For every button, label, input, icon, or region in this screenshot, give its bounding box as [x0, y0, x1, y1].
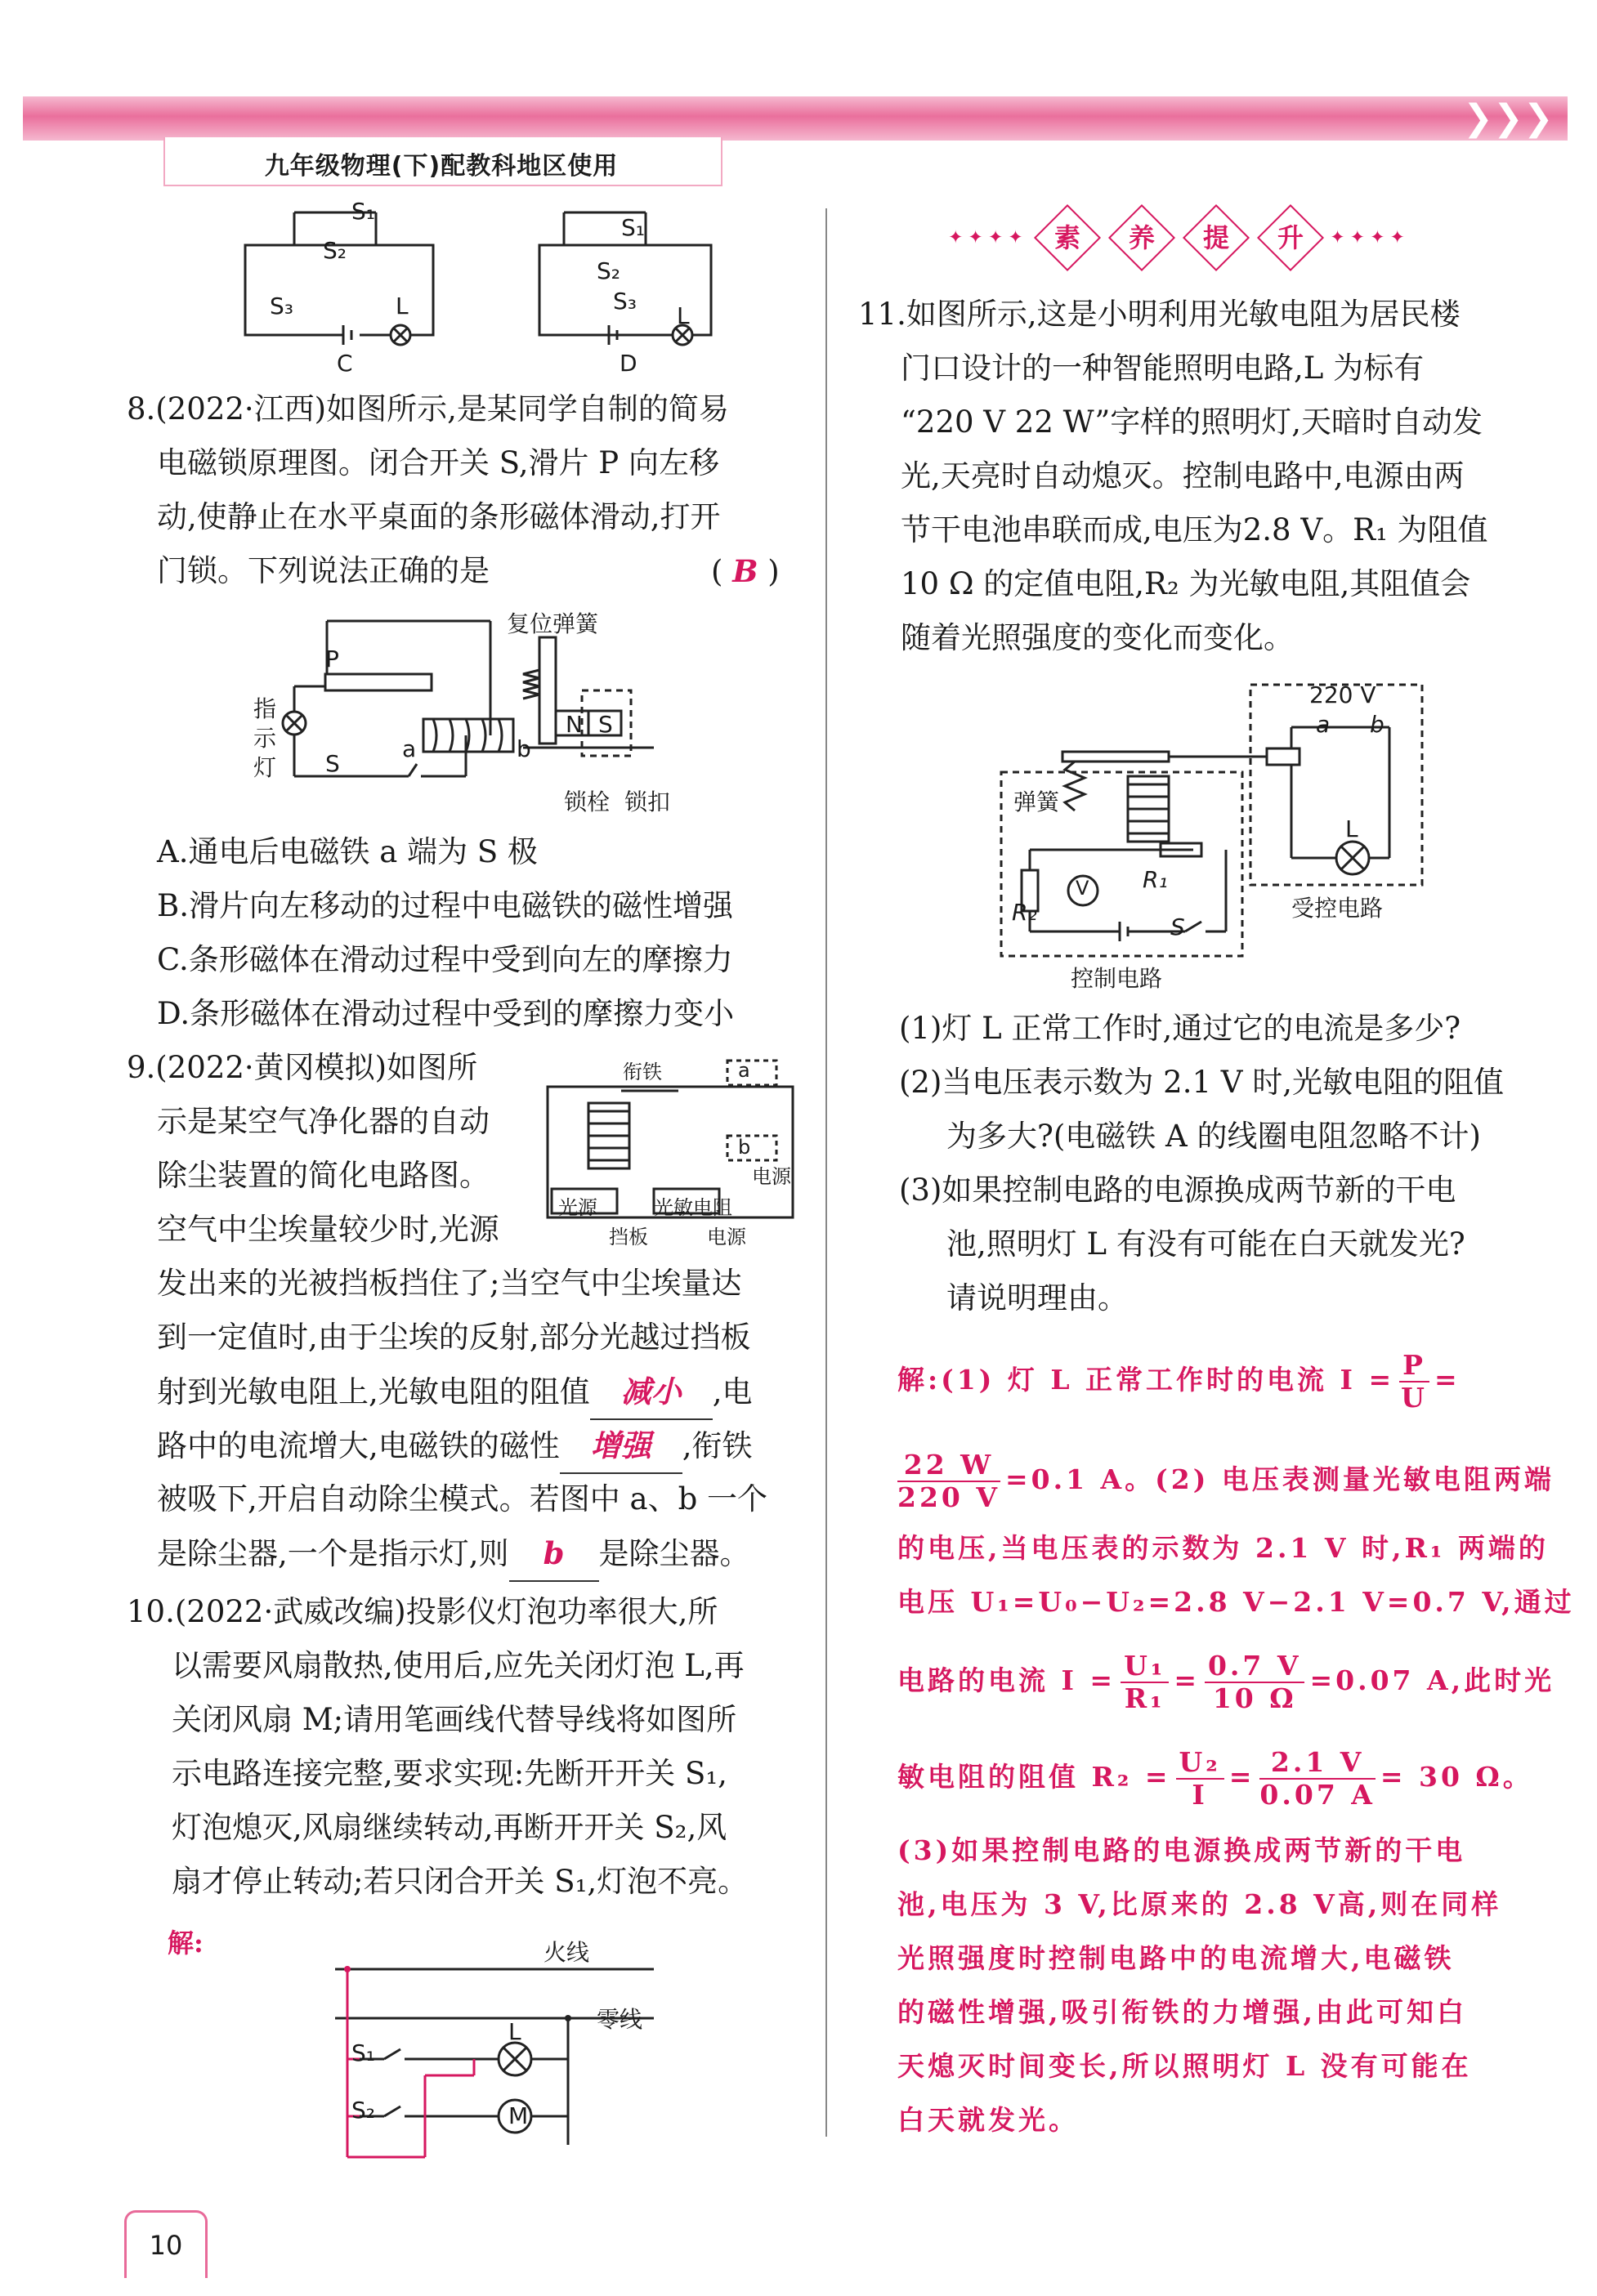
q8-fig-lamp: 指示灯 — [253, 695, 277, 781]
q11-line-2: 门口设计的一种智能照明电路,L 为标有 — [901, 351, 1425, 386]
q9-line-6: 到一定值时,由于尘埃的反射,部分光越过挡板 — [157, 1320, 751, 1355]
q9-line-2: 示是某空气净化器的自动 — [157, 1104, 490, 1139]
q9-line-5: 发出来的光被挡板挡住了;当空气中尘埃量达 — [157, 1266, 742, 1301]
q8-answer: B — [732, 553, 758, 589]
q9-line-7: 射到光敏电阻上,光敏电阻的阻值 减小 ,电 — [157, 1365, 753, 1420]
q9-fig-power-2: 电源 — [707, 1226, 746, 1249]
q11-solution-part3-2: 池,电压为 3 V,比原来的 2.8 V高,则在同样 — [897, 1888, 1502, 1920]
q11-fig-v: V — [1076, 877, 1089, 900]
q9-line-9: 被吸下,开启自动除尘模式。若图中 a、b 一个 — [157, 1481, 768, 1517]
fig-d-caption: D — [620, 350, 637, 377]
q11-question-2: (2)当电压表示数为 2.1 V 时,光敏电阻的阻值 — [899, 1065, 1505, 1100]
header-title: 九年级物理(下)配教科地区使用 — [264, 152, 619, 181]
q9-line-4: 空气中尘埃量较少时,光源 — [157, 1212, 499, 1247]
q8-option-b: B.滑片向左移动的过程中电磁铁的磁性增强 — [157, 888, 733, 923]
fig-c-s3: S₃ — [270, 293, 293, 319]
q10-fig-m: M — [508, 2102, 529, 2129]
q8-fig-s: S — [325, 750, 340, 777]
q10-line-4: 示电路连接完整,要求实现:先断开开关 S₁, — [172, 1756, 727, 1791]
banner-char-1: 素 — [1034, 204, 1101, 271]
q9-line-3: 除尘装置的简化电路图。 — [157, 1158, 490, 1193]
q8-option-d: D.条形磁体在滑动过程中受到的摩擦力变小 — [157, 996, 735, 1031]
q11-question-3-end: 请说明理由。 — [946, 1280, 1128, 1316]
q10-fig-s1: S₁ — [351, 2039, 375, 2066]
q8-line-1: 8.(2022·江西)如图所示,是某同学自制的简易 — [127, 391, 729, 427]
q10-line-6: 扇才停止转动;若只闭合开关 S₁,灯泡不亮。 — [172, 1864, 749, 1899]
q9-fig-baffle: 挡板 — [609, 1226, 648, 1249]
q9-line-1: 9.(2022·黄冈模拟)如图所 — [127, 1050, 478, 1085]
q11-fig-r2: R₂ — [1012, 899, 1037, 926]
q11-fig-spring: 弹簧 — [1013, 788, 1060, 815]
q9-line-8: 路中的电流增大,电磁铁的磁性 增强 ,衔铁 — [157, 1418, 753, 1474]
q10-fig-live: 火线 — [544, 1939, 590, 1966]
q9-fig-a: a — [738, 1059, 750, 1082]
banner-char-4: 升 — [1257, 204, 1324, 271]
q10-fig-s2: S₂ — [351, 2097, 375, 2124]
fig-d-s3: S₃ — [613, 288, 637, 315]
q10-fig-neutral: 零线 — [597, 2006, 643, 2033]
q11-question-2-cont: 为多大?(电磁铁 A 的线圈电阻忽略不计) — [946, 1119, 1481, 1154]
q11-line-7: 随着光照强度的变化而变化。 — [901, 620, 1294, 655]
q9-blank-3: b — [509, 1526, 599, 1582]
q11-fig-b: b — [1370, 711, 1385, 738]
q11-solution-part3-6: 白天就发光。 — [897, 2104, 1079, 2136]
header-band — [23, 96, 1568, 141]
q9-line-10: 是除尘器,一个是指示灯,则 b 是除尘器。 — [157, 1526, 750, 1582]
q10-line-5: 灯泡熄灭,风扇继续转动,再断开开关 S₂,风 — [172, 1810, 727, 1845]
q10-line-3: 关闭风扇 M;请用笔画线代替导线将如图所 — [172, 1702, 737, 1737]
q11-solution-part3-3: 光照强度时控制电路中的电流增大,电磁铁 — [897, 1942, 1455, 1974]
fig-c-s1: S₁ — [351, 198, 375, 225]
q8-answer-bracket: ( B ) — [711, 553, 780, 589]
q8-fig-spring: 复位弹簧 — [507, 610, 599, 637]
q11-fig-r1: R₁ — [1143, 866, 1168, 893]
q9-fig-b: b — [738, 1136, 751, 1159]
q11-line-6: 10 Ω 的定值电阻,R₂ 为光敏电阻,其阻值会 — [901, 566, 1471, 601]
q11-solution-line-6: 敏电阻的阻值 R₂ = $\frac{\text{U₂}}{I}$ = $\frac{2.1 V}{0.07 A}$ = 30 Ω。 — [897, 1746, 1533, 1811]
circuit-figures-cd — [237, 196, 744, 384]
q11-solution-part3-4: 的磁性增强,吸引衔铁的力增强,由此可知白 — [897, 1996, 1467, 2028]
q9-blank-2: 增强 — [560, 1418, 682, 1474]
q9-fig-light: 光源 — [558, 1196, 597, 1219]
column-divider — [825, 208, 827, 2137]
q11-fig-a: a — [1316, 711, 1331, 738]
q11-fig-controlled: 受控电路 — [1291, 895, 1384, 922]
q11-question-3: (3)如果控制电路的电源换成两节新的干电 — [899, 1173, 1456, 1208]
page-number: 10 — [124, 2210, 208, 2278]
q8-fig-bolt: 锁栓 — [564, 788, 611, 815]
q11-fig-control: 控制电路 — [1071, 965, 1163, 992]
q11-solution-line-4: 电压 U₁=U₀−U₂=2.8 V−2.1 V=0.7 V,通过 — [897, 1586, 1575, 1618]
q11-line-5: 节干电池串联而成,电压为2.8 V。R₁ 为阻值 — [901, 512, 1488, 547]
q11-fig-220v: 220 V — [1309, 681, 1376, 708]
q8-fig-p: P — [325, 645, 339, 672]
q11-solution-part3-1: (3)如果控制电路的电源换成两节新的干电 — [897, 1834, 1466, 1866]
banner-dots-left: ✦✦✦✦ — [948, 227, 1028, 248]
q8-fig-buckle: 锁扣 — [624, 788, 671, 815]
q10-line-1: 10.(2022·武威改编)投影仪灯泡功率很大,所 — [127, 1594, 718, 1629]
q10-solution-label: 解: — [168, 1927, 204, 1959]
fig-c-caption: C — [337, 350, 353, 377]
fig-c-s2: S₂ — [323, 237, 347, 264]
chevron-icon: ❯❯❯ — [1463, 97, 1554, 139]
q11-line-4: 光,天亮时自动熄灭。控制电路中,电源由两 — [901, 458, 1465, 494]
q10-figure — [327, 1945, 670, 2165]
q8-line-2: 电磁锁原理图。闭合开关 S,滑片 P 向左移 — [157, 445, 719, 480]
q11-line-1: 11.如图所示,这是小明利用光敏电阻为居民楼 — [858, 297, 1461, 332]
q11-solution-line-1: 解:(1) 灯 L 正常工作时的电流 I = $\frac{P}{U}$ = — [897, 1349, 1461, 1414]
banner-char-3: 提 — [1183, 204, 1250, 271]
q11-question-3-cont: 池,照明灯 L 有没有可能在白天就发光? — [946, 1226, 1465, 1262]
q11-solution-part3-5: 天熄灭时间变长,所以照明灯 L 没有可能在 — [897, 2050, 1472, 2082]
q8-line-4: 门锁。下列说法正确的是 — [157, 553, 490, 588]
q8-fig-n: N — [566, 711, 583, 738]
q11-fig-s: S — [1170, 913, 1185, 940]
q8-fig-a: a — [402, 735, 417, 762]
q8-option-a: A.通电后电磁铁 a 端为 S 极 — [157, 834, 538, 869]
fig-d-s2: S₂ — [597, 257, 620, 284]
q8-fig-s-mag: S — [598, 711, 613, 738]
fig-d-l: L — [677, 302, 690, 329]
q11-line-3: “220 V 22 W”字样的照明灯,天暗时自动发 — [901, 404, 1483, 440]
section-banner — [948, 214, 1422, 263]
q8-fig-b: b — [517, 735, 531, 762]
q11-question-1: (1)灯 L 正常工作时,通过它的电流是多少? — [899, 1011, 1461, 1046]
q9-fig-resistor: 光敏电阻 — [654, 1196, 732, 1219]
q10-fig-l: L — [508, 2018, 521, 2045]
q8-line-3: 动,使静止在水平桌面的条形磁体滑动,打开 — [157, 499, 721, 534]
q11-solution-line-3: 的电压,当电压表的示数为 2.1 V 时,R₁ 两端的 — [897, 1532, 1549, 1564]
banner-char-2: 养 — [1108, 204, 1175, 271]
q9-fig-armature: 衔铁 — [623, 1061, 662, 1083]
banner-dots-right: ✦✦✦✦ — [1330, 227, 1410, 248]
q9-blank-1: 减小 — [590, 1365, 713, 1420]
q8-option-c: C.条形磁体在滑动过程中受到向左的摩擦力 — [157, 942, 733, 977]
q11-solution-line-2: $\frac{22 W}{220 V}$ =0.1 A。(2) 电压表测量光敏电阻两端 — [897, 1449, 1555, 1513]
q11-solution-line-5: 电路的电流 I = $\frac{\text{U₁}}{\text{R₁}}$ = $\frac{0.7 V}{10 \Omega}$ =0.07 A,此时光 — [897, 1650, 1555, 1714]
fig-d-s1: S₁ — [621, 214, 645, 241]
fig-c-l: L — [396, 293, 409, 319]
q9-fig-power-1: 电源 — [752, 1165, 791, 1188]
q11-fig-l: L — [1345, 815, 1358, 842]
q10-line-2: 以需要风扇散热,使用后,应先关闭灯泡 L,再 — [172, 1648, 745, 1683]
